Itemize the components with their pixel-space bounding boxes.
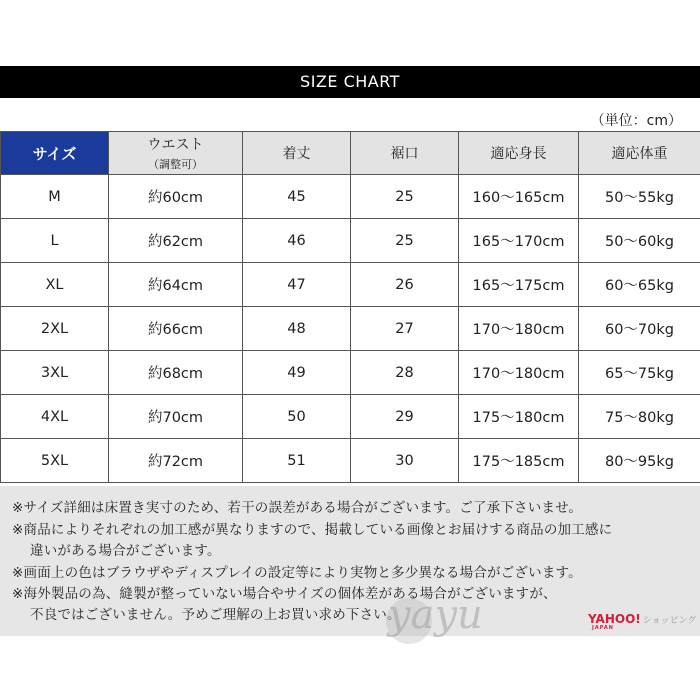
table-cell: 約72cm bbox=[109, 439, 243, 483]
header-hem: 裾口 bbox=[351, 132, 459, 175]
table-cell: 65～75kg bbox=[579, 351, 700, 395]
table-cell: 約62cm bbox=[109, 219, 243, 263]
table-cell: 47 bbox=[243, 263, 351, 307]
table-cell: 160～165cm bbox=[459, 175, 579, 219]
note-line: ※サイズ詳細は床置き実寸のため、若干の誤差がある場合がございます。ご了承下さいませ。 bbox=[12, 500, 583, 516]
table-cell: 約68cm bbox=[109, 351, 243, 395]
header-length: 着丈 bbox=[243, 132, 351, 175]
table-cell: XL bbox=[1, 263, 109, 307]
table-cell: 約70cm bbox=[109, 395, 243, 439]
header-waist: ウエスト （調整可） bbox=[109, 132, 243, 175]
table-cell: 51 bbox=[243, 439, 351, 483]
watermark-logo: yayu bbox=[388, 592, 483, 638]
table-cell: 170～180cm bbox=[459, 307, 579, 351]
table-row bbox=[1, 351, 700, 395]
note-line: ※商品によりそれぞれの加工感が異なりますので、掲載している画像とお届けする商品の加工感に bbox=[12, 522, 613, 538]
table-cell: 27 bbox=[351, 307, 459, 351]
table-cell: 75～80kg bbox=[579, 395, 700, 439]
note-line: ※画面上の色はブラウザやディスプレイの設定等により実物と多少異なる場合がございます。 bbox=[12, 565, 582, 581]
table-cell: 49 bbox=[243, 351, 351, 395]
table-cell: 165～175cm bbox=[459, 263, 579, 307]
table-cell: 25 bbox=[351, 175, 459, 219]
table-cell: 45 bbox=[243, 175, 351, 219]
yahoo-shop-text: ショッピング bbox=[642, 616, 697, 626]
table-header-row bbox=[1, 132, 700, 175]
table-cell: M bbox=[1, 175, 109, 219]
table-cell: 50～60kg bbox=[579, 219, 700, 263]
table-cell: 30 bbox=[351, 439, 459, 483]
header-height: 適応身長 bbox=[459, 132, 579, 175]
table-cell: 約64cm bbox=[109, 263, 243, 307]
table-cell: 3XL bbox=[1, 351, 109, 395]
table-cell: 2XL bbox=[1, 307, 109, 351]
table-row bbox=[1, 439, 700, 483]
header-size: サイズ bbox=[1, 132, 109, 175]
table-cell: 48 bbox=[243, 307, 351, 351]
table-cell: 80～95kg bbox=[579, 439, 700, 483]
table-cell: 50～55kg bbox=[579, 175, 700, 219]
yahoo-japan-text: JAPAN bbox=[592, 625, 614, 631]
table-cell: 170～180cm bbox=[459, 351, 579, 395]
table-cell: 28 bbox=[351, 351, 459, 395]
unit-label: （単位：cm） bbox=[590, 113, 682, 129]
table-cell: 60～70kg bbox=[579, 307, 700, 351]
table-cell: 4XL bbox=[1, 395, 109, 439]
note-line: 不良ではございません。予めご理解の上お買い求め下さい。 bbox=[30, 607, 401, 623]
table-cell: 165～170cm bbox=[459, 219, 579, 263]
table-cell: 26 bbox=[351, 263, 459, 307]
table-row bbox=[1, 263, 700, 307]
banner-title: SIZE CHART bbox=[300, 72, 400, 91]
table-cell: 25 bbox=[351, 219, 459, 263]
table-row bbox=[1, 219, 700, 263]
table-row bbox=[1, 175, 700, 219]
note-line: 違いがある場合がございます。 bbox=[30, 543, 221, 559]
yahoo-shopping-logo bbox=[588, 612, 697, 631]
table-cell: 60～65kg bbox=[579, 263, 700, 307]
table-cell: 175～180cm bbox=[459, 395, 579, 439]
table-cell: 5XL bbox=[1, 439, 109, 483]
table-cell: 29 bbox=[351, 395, 459, 439]
table-row bbox=[1, 307, 700, 351]
table-cell: 46 bbox=[243, 219, 351, 263]
table-row bbox=[1, 395, 700, 439]
table-cell: L bbox=[1, 219, 109, 263]
yahoo-logo-text: YAHOO! bbox=[588, 612, 641, 626]
table-cell: 50 bbox=[243, 395, 351, 439]
table-cell: 約60cm bbox=[109, 175, 243, 219]
size-chart-banner bbox=[0, 66, 700, 98]
size-table bbox=[0, 131, 700, 483]
header-weight: 適応体重 bbox=[579, 132, 700, 175]
note-line: ※海外製品の為、縫製が整っていない場合やサイズの個体差がある場合がございますが、 bbox=[12, 586, 557, 602]
header-waist-sub: （調整可） bbox=[148, 158, 203, 171]
table-cell: 約66cm bbox=[109, 307, 243, 351]
table-cell: 175～185cm bbox=[459, 439, 579, 483]
